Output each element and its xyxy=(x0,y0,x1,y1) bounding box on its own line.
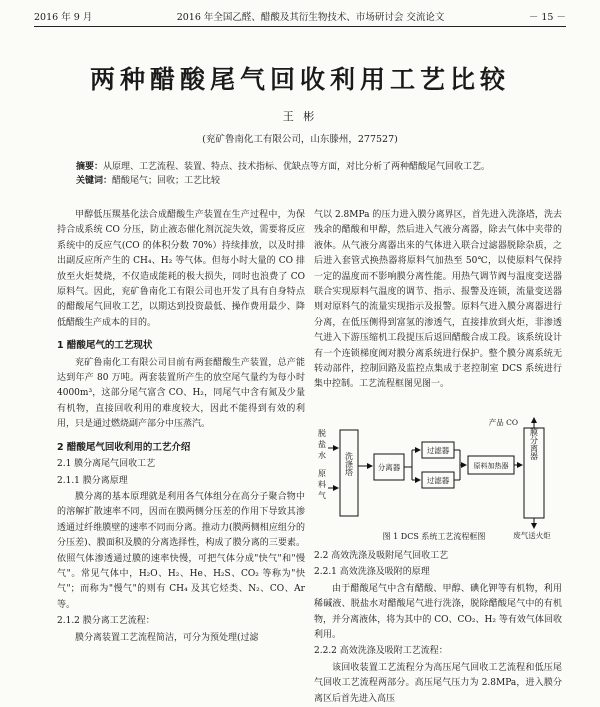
left-column xyxy=(57,208,305,646)
affiliation: (兖矿鲁南化工有限公司，山东滕州，277527) xyxy=(202,134,398,145)
section-1-heading: 1 醋酸尾气的工艺现状 xyxy=(57,340,153,352)
washing-principle-paragraph: 由于醋酸尾气中含有醋酸、甲醇、碘化钾等有机物，利用稀碱液、脱盐水对醋酸尾气进行洗涤，脱除醋酸尾气中的有机物，并分离液体，将为其中的 CO、CO₂、H₂ 等有效气体回收利用。 xyxy=(314,583,562,641)
abstract-label: 摘要： xyxy=(76,162,104,172)
process-description-paragraph: 气以 2.8MPa 的压力进入膜分离界区，首先进入洗涤塔，洗去残余的醋酸和甲醇，然后进入气液分离器，除去气体中夹带的液体。从气液分离器出来的气体进入联合过滤器脱除杂质，之后进入套管式换热器将原料气加热至 50℃，以使原料气保持一定的温度而不影响膜分离性能。用热气调节阀与温度变送器联合实现原料气温度的调节、指示、报警及连锁，流量变送器则对原料气的流量实现指示及报警。原料气进入膜分离器进行分离，在低压侧得到富氢的渗透气，直接排放到火炬，非渗透气进入下游压缩机工段提压后返回醋酸合成工段。该系统设计有一个连锁梯度阀对膜分离系统进行保护。整个膜分离系统无转动部件，控制回路及监控点集成于老控制室 DCS 系统进行集中控制。工艺流程框图见图一。 xyxy=(314,210,562,390)
header-page-number: － 15 － xyxy=(528,12,566,23)
page-header xyxy=(34,8,566,24)
paper-title: 两种醋酸尾气回收利用工艺比较 xyxy=(89,65,510,94)
feed-label-1: 脱 xyxy=(318,429,326,438)
author: 王 彬 xyxy=(282,110,318,123)
intro-paragraph: 甲醇低压羰基化法合成醋酸生产装置在生产过程中，为保持合成系统 CO 分压，防止液态催化剂沉淀失效，需要将反应系统中的反应气(CO 的体积分数 70%）持续排放，以及时排出副反应所产生的 CH₄、H₂ 等气体。但每小时大量的 CO 排放至火炬焚烧，不仅造成能耗的极大损失，同时也浪费了 CO 原料气。因此，兖矿鲁南化工有限公司也开发了具有自身特点的醋酸尾气回收工艺，以期达到投资最低、操作费用最少、降低醋酸生产成本的目的。 xyxy=(57,210,305,328)
feed-label-4: 原 xyxy=(318,469,326,478)
membrane-separator-label: 膜分离器 xyxy=(529,428,539,460)
keywords-label: 关键词： xyxy=(76,176,113,186)
section-2-1-2-heading: 2.1.2 膜分离工艺流程： xyxy=(57,616,155,627)
header-date: 2016 年 9 月 xyxy=(34,12,93,23)
filter-2-label: 过滤器 xyxy=(426,476,450,485)
filter-1-label: 过滤器 xyxy=(426,446,450,455)
feed-label-6: 气 xyxy=(318,491,326,500)
keywords-text: 醋酸尾气；回收；工艺比较 xyxy=(112,176,221,186)
feed-heater-label: 原料加热器 xyxy=(473,462,509,470)
abstract-block xyxy=(76,160,524,188)
separator-label: 分离器 xyxy=(377,463,401,472)
feed-label-2: 盐 xyxy=(318,440,326,449)
abstract xyxy=(76,160,524,174)
header-rule xyxy=(34,26,566,27)
washing-process-paragraph: 该回收装置工艺流程分为高压尾气回收工艺流程和低压尾气回收工艺流程两部分。高压尾气压力为 2.8MPa，进入膜分离区后首先进入高压 xyxy=(314,662,562,704)
feed-label-3: 水 xyxy=(318,451,326,460)
section-2-1-1-heading: 2.1.1 膜分离原理 xyxy=(57,475,128,486)
section-2-2-2-heading: 2.2.2 高效洗涤及吸附工艺流程： xyxy=(314,646,448,657)
section-2-heading: 2 醋酸尾气回收利用的工艺介绍 xyxy=(57,441,191,453)
header-conference: 2016 年全国乙醛、醋酸及其衍生物技术、市场研讨会 交流论文 xyxy=(176,12,445,23)
section-1-paragraph: 兖矿鲁南化工有限公司目前有两套醋酸生产装置，总产能达到年产 80 万吨。两套装置所产生的放空尾气量约为每小时 4000m³，这部分尾气富含 CO、H₂，同尾气中含有氮及少量有机物，直接回收利用的难度较大，因此不能得到有效的利用，只是通过燃烧副产部分中压蒸汽。 xyxy=(57,357,305,430)
abstract-text: 从原理、工艺流程、装置、特点、技术指标、优缺点等方面，对比分析了两种醋酸尾气回收工艺。 xyxy=(103,162,491,172)
product-co-label: 产品 CO xyxy=(488,418,518,427)
right-column-bottom xyxy=(314,548,562,707)
section-2-2-heading: 2.2 高效洗涤及吸附尾气回收工艺 xyxy=(314,551,449,561)
right-column-top xyxy=(314,208,562,393)
flare-label: 废气送火炬 xyxy=(513,531,551,540)
section-2-2-1-heading: 2.2.1 高效洗涤及吸附的原理 xyxy=(314,567,430,578)
feed-label-5: 料 xyxy=(318,480,326,489)
membrane-principle-paragraph: 膜分离的基本原理就是利用各气体组分在高分子聚合物中的溶解扩散速率不同，因而在膜两侧分压差的作用下导致其渗透通过纤维膜壁的速率不同而分离。推动力(膜两侧相应组分的分压差)、膜面积及膜的分离选择性，构成了膜分离的三要素。依照气体渗透通过膜的速率快慢，可把气体分成"快气"和"慢气"。常见气体中，H₂O、H₂、He、H₂S、CO₂ 等称为"快气"；而称为"慢气"的则有 CH₄ 及其它烃类、N₂、CO、Ar 等。 xyxy=(57,491,305,610)
figure-caption: 图 1 DCS 系统工艺流程框图 xyxy=(382,532,486,541)
membrane-process-paragraph: 膜分离装置工艺流程简洁，可分为预处理(过滤 xyxy=(75,632,259,643)
wash-tower-label: 洗涤塔 xyxy=(344,452,354,476)
keywords xyxy=(76,174,524,188)
section-2-1-heading: 2.1 膜分离尾气回收工艺 xyxy=(57,459,156,470)
